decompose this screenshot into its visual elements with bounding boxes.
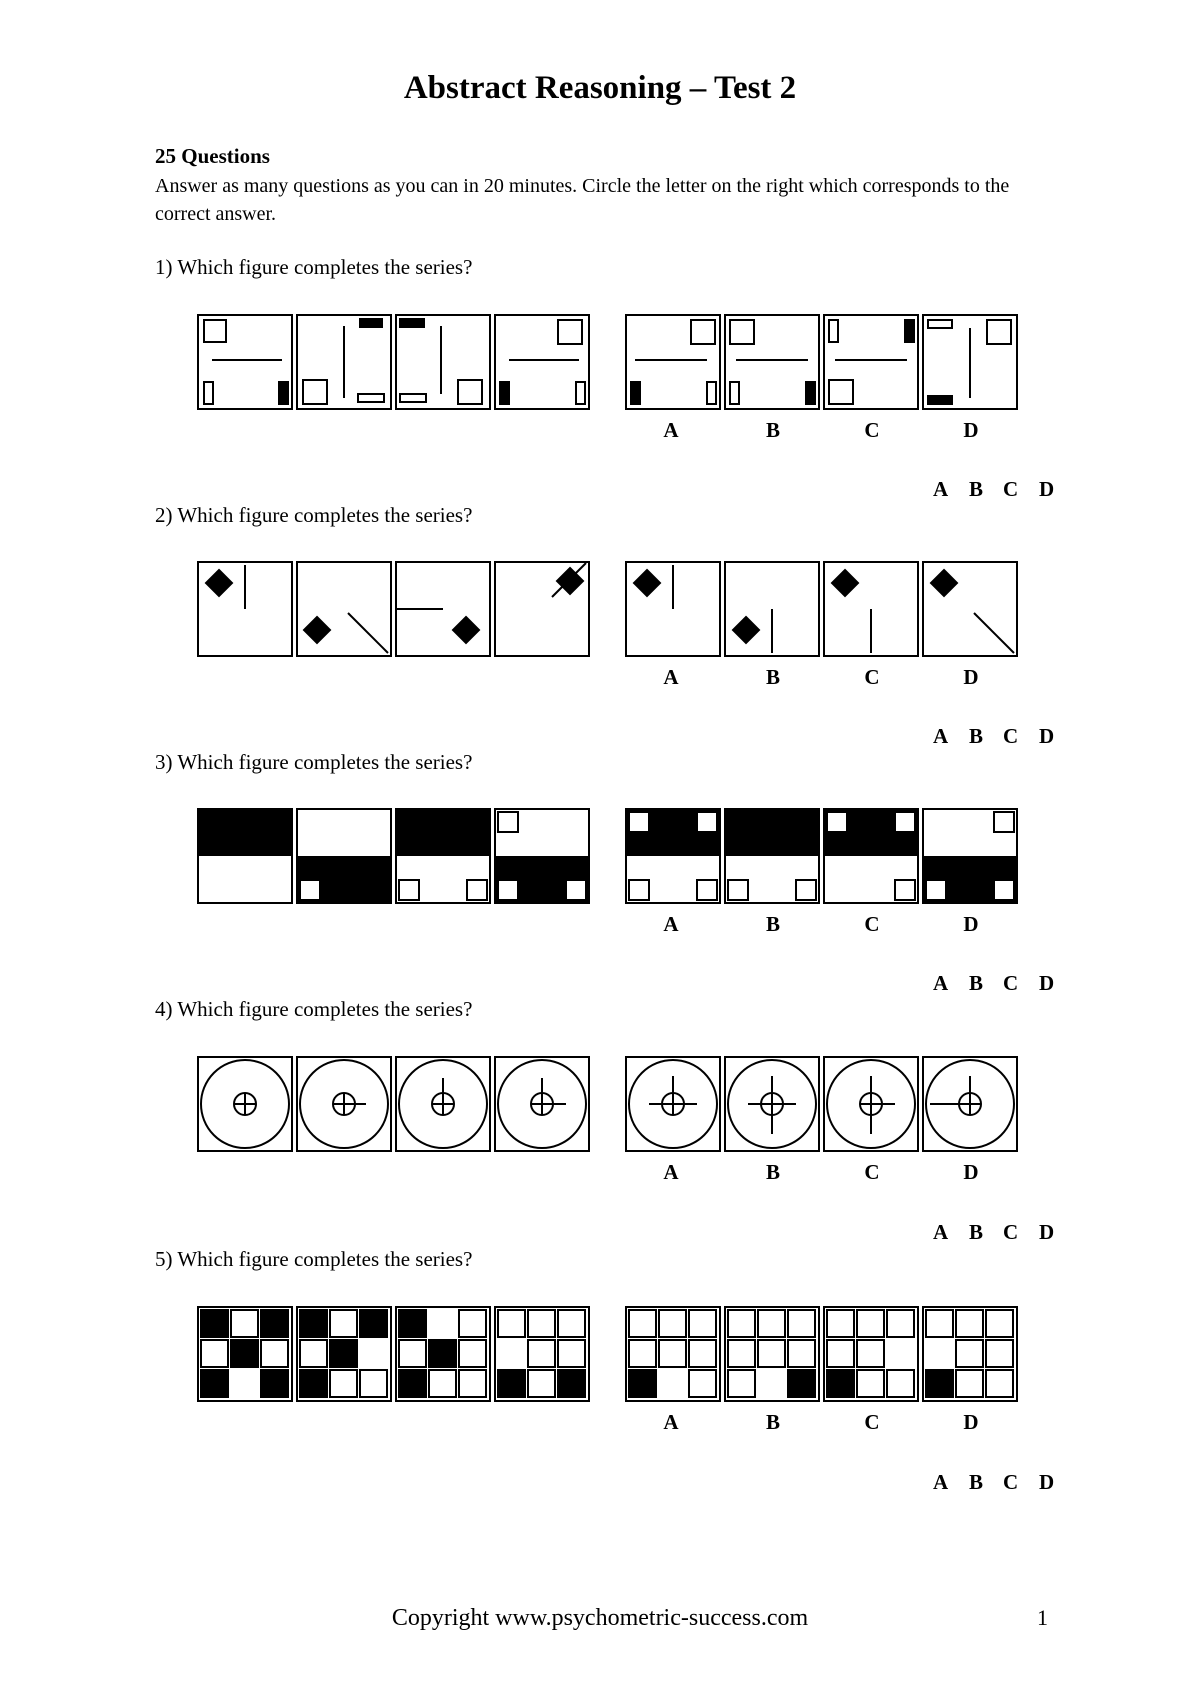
question-text: 1) Which figure completes the series? <box>155 255 473 279</box>
question-text: 2) Which figure completes the series? <box>155 503 473 527</box>
series-figure <box>396 809 490 903</box>
series-figure <box>198 809 292 903</box>
answer-choice-d[interactable]: D <box>1039 1220 1055 1244</box>
answer-choice-b[interactable]: B <box>969 971 984 995</box>
grid-cell <box>498 1310 525 1337</box>
footer-copyright: Copyright www.psychometric-success.com <box>391 1605 809 1631</box>
option-label-c: C <box>864 1410 880 1434</box>
series-figure <box>396 562 490 656</box>
question-count: 25 Questions <box>155 144 270 168</box>
answer-choice-c[interactable]: C <box>1003 1220 1019 1244</box>
grid-cell <box>330 1370 357 1397</box>
series-figure <box>297 809 391 903</box>
grid-cell <box>399 1370 426 1397</box>
grid-cell <box>659 1310 686 1337</box>
series-figure <box>495 315 589 409</box>
option-figure-c <box>824 562 918 656</box>
grid-cell <box>528 1340 555 1367</box>
grid-cell <box>528 1370 555 1397</box>
series-figure <box>495 562 589 656</box>
grid-cell <box>629 1340 656 1367</box>
answer-choice-b[interactable]: B <box>969 1220 984 1244</box>
question-text: 3) Which figure completes the series? <box>155 750 473 774</box>
option-figure-a <box>626 562 720 656</box>
grid-cell <box>956 1370 983 1397</box>
grid-cell <box>459 1370 486 1397</box>
grid-cell <box>827 1370 854 1397</box>
page-number: 1 <box>1037 1605 1048 1630</box>
grid-cell <box>926 1370 953 1397</box>
series-figure <box>396 1057 490 1151</box>
grid-cell <box>261 1340 288 1367</box>
grid-cell <box>956 1310 983 1337</box>
grid-cell <box>827 1310 854 1337</box>
option-figure-a <box>626 809 720 903</box>
grid-cell <box>261 1310 288 1337</box>
grid-cell <box>788 1310 815 1337</box>
answer-choice-b[interactable]: B <box>969 724 984 748</box>
grid-cell <box>857 1310 884 1337</box>
grid-cell <box>629 1310 656 1337</box>
grid-cell <box>986 1310 1013 1337</box>
grid-cell <box>429 1340 456 1367</box>
grid-cell <box>986 1370 1013 1397</box>
grid-cell <box>629 1370 656 1397</box>
option-figure-b <box>725 809 819 903</box>
option-figure-d <box>923 1057 1017 1151</box>
grid-cell <box>887 1310 914 1337</box>
answer-choice-b[interactable]: B <box>969 477 984 501</box>
series-figure <box>297 1307 391 1401</box>
instructions: Answer as many questions as you can in 20 minutes. Circle the letter on the right which corresponds to the correct answer. <box>155 175 1010 225</box>
grid-cell <box>887 1370 914 1397</box>
answer-choice-b[interactable]: B <box>969 1470 984 1494</box>
answer-choice-a[interactable]: A <box>933 971 949 995</box>
option-label-a: A <box>663 665 679 689</box>
option-label-a: A <box>663 418 679 442</box>
grid-cell <box>201 1310 228 1337</box>
option-label-b: B <box>765 1410 780 1434</box>
option-figure-d <box>923 562 1017 656</box>
grid-cell <box>201 1370 228 1397</box>
grid-cell <box>231 1340 258 1367</box>
option-figure-a <box>626 1057 720 1151</box>
series-figure <box>495 1057 589 1151</box>
question-text: 4) Which figure completes the series? <box>155 997 473 1021</box>
answer-choice-c[interactable]: C <box>1003 477 1019 501</box>
answer-choice-a[interactable]: A <box>933 1220 949 1244</box>
option-label-a: A <box>663 1160 679 1184</box>
grid-cell <box>728 1310 755 1337</box>
question-3-figures <box>0 808 1200 908</box>
grid-cell <box>659 1340 686 1367</box>
series-figure <box>297 315 391 409</box>
answer-choice-a[interactable]: A <box>933 1470 949 1494</box>
grid-cell <box>300 1370 327 1397</box>
option-label-b: B <box>765 665 780 689</box>
answer-choice-d[interactable]: D <box>1039 971 1055 995</box>
grid-cell <box>986 1340 1013 1367</box>
grid-cell <box>827 1340 854 1367</box>
option-label-d: D <box>963 665 979 689</box>
option-label-c: C <box>864 1160 880 1184</box>
series-figure <box>198 562 292 656</box>
option-label-c: C <box>864 912 880 936</box>
question-4-figures <box>0 1056 1200 1156</box>
option-label-d: D <box>963 912 979 936</box>
question-1-figures <box>0 314 1200 414</box>
grid-cell <box>689 1310 716 1337</box>
grid-cell <box>360 1370 387 1397</box>
grid-cell <box>558 1310 585 1337</box>
grid-cell <box>926 1310 953 1337</box>
option-label-d: D <box>963 1410 979 1434</box>
grid-cell <box>459 1310 486 1337</box>
answer-choice-c[interactable]: C <box>1003 724 1019 748</box>
answer-choice-d[interactable]: D <box>1039 724 1055 748</box>
option-label-b: B <box>765 912 780 936</box>
series-figure <box>297 1057 391 1151</box>
option-figure-a <box>626 1307 720 1401</box>
grid-cell <box>758 1340 785 1367</box>
option-figure-b <box>725 315 819 409</box>
answer-choice-c[interactable]: C <box>1003 971 1019 995</box>
grid-cell <box>857 1370 884 1397</box>
series-figure <box>495 809 589 903</box>
series-figure <box>198 315 292 409</box>
series-figure <box>396 1307 490 1401</box>
series-figure <box>198 1307 292 1401</box>
question-2-figures <box>0 561 1200 661</box>
series-figure <box>495 1307 589 1401</box>
option-figure-d <box>923 809 1017 903</box>
grid-cell <box>788 1370 815 1397</box>
grid-cell <box>728 1340 755 1367</box>
grid-cell <box>360 1310 387 1337</box>
series-figure <box>297 562 391 656</box>
grid-cell <box>689 1340 716 1367</box>
grid-cell <box>689 1370 716 1397</box>
option-label-c: C <box>864 665 880 689</box>
option-figure-c <box>824 315 918 409</box>
answer-choice-c[interactable]: C <box>1003 1470 1019 1494</box>
grid-cell <box>399 1340 426 1367</box>
grid-cell <box>788 1340 815 1367</box>
option-label-a: A <box>663 912 679 936</box>
option-label-b: B <box>765 418 780 442</box>
option-label-d: D <box>963 1160 979 1184</box>
grid-cell <box>956 1340 983 1367</box>
option-figure-c <box>824 1307 918 1401</box>
option-figure-b <box>725 1057 819 1151</box>
answer-choice-a[interactable]: A <box>933 724 949 748</box>
grid-cell <box>330 1340 357 1367</box>
grid-cell <box>300 1340 327 1367</box>
answer-choice-d[interactable]: D <box>1039 1470 1055 1494</box>
grid-cell <box>459 1340 486 1367</box>
option-figure-d <box>923 1307 1017 1401</box>
option-figure-c <box>824 809 918 903</box>
option-figure-b <box>725 1307 819 1401</box>
grid-cell <box>399 1310 426 1337</box>
page-title: Abstract Reasoning – Test 2 <box>403 70 797 106</box>
option-figure-b <box>725 562 819 656</box>
grid-cell <box>429 1370 456 1397</box>
grid-cell <box>528 1310 555 1337</box>
grid-cell <box>261 1370 288 1397</box>
grid-cell <box>498 1370 525 1397</box>
grid-cell <box>300 1310 327 1337</box>
series-figure <box>396 315 490 409</box>
option-label-c: C <box>864 418 880 442</box>
question-5-figures <box>0 1306 1200 1406</box>
grid-cell <box>330 1310 357 1337</box>
grid-cell <box>558 1370 585 1397</box>
grid-cell <box>231 1310 258 1337</box>
grid-cell <box>558 1340 585 1367</box>
answer-choice-d[interactable]: D <box>1039 477 1055 501</box>
series-figure <box>198 1057 292 1151</box>
option-figure-c <box>824 1057 918 1151</box>
grid-cell <box>201 1340 228 1367</box>
option-label-a: A <box>663 1410 679 1434</box>
question-text: 5) Which figure completes the series? <box>155 1247 473 1271</box>
answer-choice-a[interactable]: A <box>933 477 949 501</box>
grid-cell <box>728 1370 755 1397</box>
option-label-d: D <box>963 418 979 442</box>
grid-cell <box>758 1310 785 1337</box>
option-label-b: B <box>765 1160 780 1184</box>
option-figure-a <box>626 315 720 409</box>
grid-cell <box>857 1340 884 1367</box>
option-figure-d <box>923 315 1017 409</box>
